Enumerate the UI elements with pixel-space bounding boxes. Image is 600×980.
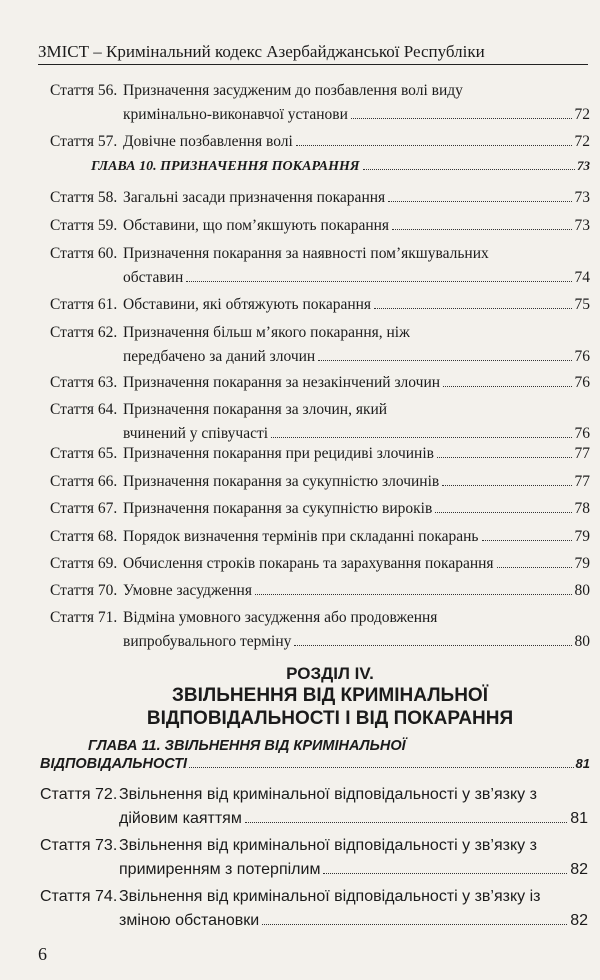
entry-label: Стаття 65. xyxy=(50,445,118,462)
entry-label: Стаття 68. xyxy=(50,528,118,545)
entry-label: Стаття 74. xyxy=(40,888,118,905)
toc-entry-67[interactable] xyxy=(50,498,590,520)
leader-dots xyxy=(482,539,572,541)
leader-dots xyxy=(392,228,571,230)
entry-page: 80 xyxy=(574,582,590,599)
entry-page: 78 xyxy=(574,500,590,517)
entry-page: 77 xyxy=(574,473,590,490)
entry-label: Стаття 69. xyxy=(50,555,118,572)
entry-title-line2: дійовим каяттям xyxy=(119,810,242,827)
entry-title-line1: Призначення покарання за наявності пом’якшувальних xyxy=(123,245,489,262)
leader-dots xyxy=(245,821,567,823)
entry-page: 81 xyxy=(570,810,588,827)
entry-page: 79 xyxy=(574,528,590,545)
entry-page: 80 xyxy=(574,633,590,650)
leader-dots xyxy=(189,766,573,768)
entry-title-line2: обставин xyxy=(123,269,184,286)
leader-dots xyxy=(271,436,571,438)
entry-title: Загальні засади призначення покарання xyxy=(123,189,386,206)
entry-title-line2: вчинений у співучасті xyxy=(123,425,269,442)
entry-page: 73 xyxy=(574,189,590,206)
toc-entry-60[interactable] xyxy=(50,243,590,289)
entry-title: Призначення покарання за сукупністю вироків xyxy=(123,500,433,517)
entry-title-line1: Призначення покарання за злочин, який xyxy=(123,401,388,418)
entry-title-line2: кримінально-виконавчої установи xyxy=(123,106,348,123)
toc-entry-64[interactable] xyxy=(50,399,590,445)
toc-entry-74[interactable] xyxy=(40,886,588,932)
entry-label: Стаття 63. xyxy=(50,374,118,391)
chapter-10-heading[interactable] xyxy=(91,158,590,175)
leader-dots xyxy=(323,872,567,874)
entry-title: Порядок визначення термінів при складанні покарань xyxy=(123,528,479,545)
leader-dots xyxy=(443,385,571,387)
entry-page: 82 xyxy=(570,861,588,878)
entry-label: Стаття 58. xyxy=(50,189,118,206)
entry-label: Стаття 70. xyxy=(50,582,118,599)
entry-page: 72 xyxy=(574,106,590,123)
entry-label: Стаття 71. xyxy=(50,609,118,626)
section-title-line1: ЗВІЛЬНЕННЯ ВІД КРИМІНАЛЬНОЇ xyxy=(172,685,488,706)
entry-page: 82 xyxy=(570,912,588,929)
entry-title-line1: Призначення більш м’якого покарання, ніж xyxy=(123,324,410,341)
entry-title: Обставини, що пом’якшують покарання xyxy=(123,217,390,234)
entry-title-line2: примиренням з потерпілим xyxy=(119,861,321,878)
chapter-page: 81 xyxy=(575,756,590,771)
toc-entry-73[interactable] xyxy=(40,835,588,881)
entry-title-line2: зміною обстановки xyxy=(119,912,260,929)
entry-title-line2: випробувального терміну xyxy=(123,633,292,650)
entry-title-line1: Звільнення від кримінальної відповідальності у зв’язку із xyxy=(119,888,541,905)
leader-dots xyxy=(374,307,571,309)
entry-label: Стаття 59. xyxy=(50,217,118,234)
toc-entry-62[interactable] xyxy=(50,322,590,368)
entry-title: Довічне позбавлення волі xyxy=(123,133,293,150)
leader-dots xyxy=(435,511,571,513)
entry-title-line1: Звільнення від кримінальної відповідальності у зв’язку з xyxy=(119,837,537,854)
entry-title: Обчислення строків покарань та зарахування покарання xyxy=(123,555,494,572)
entry-title: Умовне засудження xyxy=(123,582,252,599)
toc-entry-63[interactable] xyxy=(50,372,590,394)
entry-label: Стаття 60. xyxy=(50,245,118,262)
leader-dots xyxy=(318,359,571,361)
entry-label: Стаття 56. xyxy=(50,82,118,99)
leader-dots xyxy=(294,644,571,646)
chapter-11-heading-line1[interactable]: ГЛАВА 11. ЗВІЛЬНЕННЯ ВІД КРИМІНАЛЬНОЇ xyxy=(88,738,406,754)
leader-dots xyxy=(186,280,571,282)
entry-page: 74 xyxy=(574,269,590,286)
section-title-line2: ВІДПОВІДАЛЬНОСТІ І ВІД ПОКАРАННЯ xyxy=(146,708,514,729)
entry-title: Призначення покарання при рецидиві злочинів xyxy=(123,445,434,462)
entry-label: Стаття 73. xyxy=(40,837,118,854)
entry-title-line1: Звільнення від кримінальної відповідальності у зв’язку з xyxy=(119,786,537,803)
entry-label: Стаття 67. xyxy=(50,500,118,517)
entry-label: Стаття 62. xyxy=(50,324,118,341)
entry-title: Призначення покарання за сукупністю злочинів xyxy=(123,473,440,490)
toc-entry-68[interactable] xyxy=(50,526,590,548)
entry-page: 72 xyxy=(574,133,590,150)
entry-title: Обставини, які обтяжують покарання xyxy=(123,296,372,313)
chapter-title-line2: ВІДПОВІДАЛЬНОСТІ xyxy=(40,756,188,772)
page-number: 6 xyxy=(38,944,47,964)
entry-label: Стаття 61. xyxy=(50,296,118,313)
entry-page: 76 xyxy=(574,425,590,442)
entry-label: Стаття 57. xyxy=(50,133,118,150)
toc-entry-59[interactable] xyxy=(50,215,590,237)
leader-dots xyxy=(497,566,572,568)
toc-entry-57[interactable] xyxy=(50,131,590,153)
chapter-page: 73 xyxy=(577,158,590,173)
entry-page: 73 xyxy=(574,217,590,234)
chapter-11-heading-line2[interactable] xyxy=(40,756,590,772)
section-number: РОЗДІЛ IV. xyxy=(286,664,374,683)
toc-entry-58[interactable] xyxy=(50,187,590,209)
toc-entry-56[interactable] xyxy=(50,80,590,126)
entry-page: 76 xyxy=(574,348,590,365)
toc-entry-65[interactable] xyxy=(50,443,590,465)
toc-entry-69[interactable] xyxy=(50,553,590,575)
entry-page: 76 xyxy=(574,374,590,391)
entry-title: Призначення покарання за незакінчений злочин xyxy=(123,374,441,391)
entry-title-line1: Призначення засудженим до позбавлення волі виду xyxy=(123,82,463,99)
leader-dots xyxy=(296,144,572,146)
section-4-heading[interactable] xyxy=(100,664,560,730)
toc-entry-61[interactable] xyxy=(50,294,590,316)
leader-dots xyxy=(442,484,571,486)
leader-dots xyxy=(351,117,572,119)
entry-label: Стаття 64. xyxy=(50,401,118,418)
leader-dots xyxy=(437,456,572,458)
leader-dots xyxy=(255,593,572,595)
toc-entry-70[interactable] xyxy=(50,580,590,602)
leader-dots xyxy=(388,200,571,202)
entry-label: Стаття 66. xyxy=(50,473,118,490)
entry-page: 75 xyxy=(574,296,590,313)
chapter-title: ГЛАВА 10. ПРИЗНАЧЕННЯ ПОКАРАННЯ xyxy=(91,159,360,174)
leader-dots xyxy=(262,923,567,925)
toc-entry-66[interactable] xyxy=(50,471,590,493)
toc-entry-71[interactable] xyxy=(50,607,590,653)
entry-title-line1: Відміна умовного засудження або продовження xyxy=(123,609,438,626)
toc-entry-72[interactable] xyxy=(40,784,588,830)
running-header: ЗМІСТ – Кримінальний кодекс Азербайджанської Республіки xyxy=(38,42,485,61)
entry-page: 79 xyxy=(574,555,590,572)
entry-label: Стаття 72. xyxy=(40,786,118,803)
leader-dots xyxy=(363,168,575,170)
entry-page: 77 xyxy=(574,445,590,462)
entry-title-line2: передбачено за даний злочин xyxy=(123,348,316,365)
